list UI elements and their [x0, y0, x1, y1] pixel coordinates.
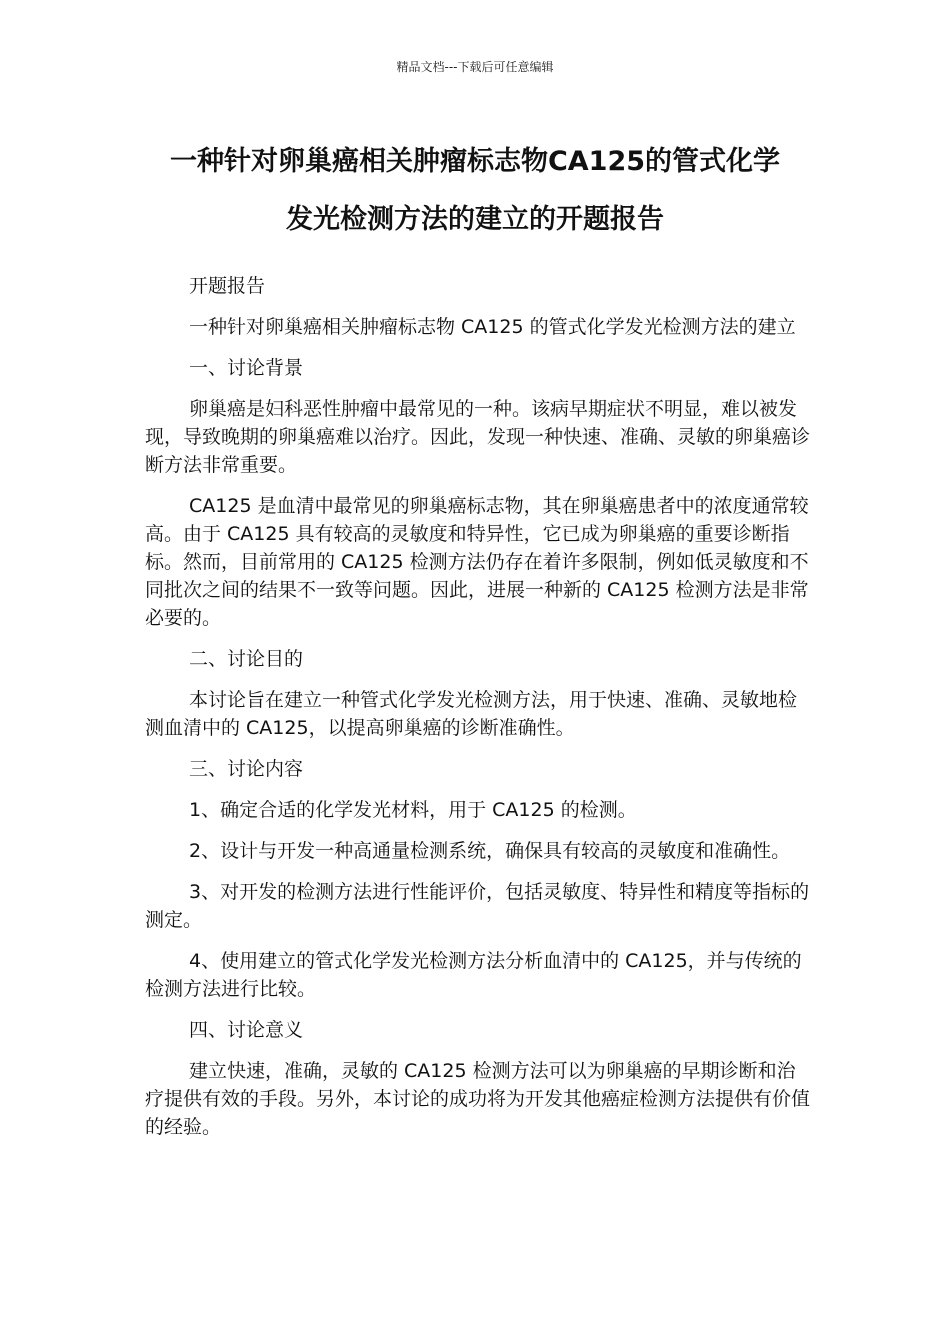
section-heading-content: 三、讨论内容 — [189, 758, 304, 780]
document-title-line-1: 一种针对卵巢癌相关肿瘤标志物CA125的管式化学 — [169, 146, 781, 177]
paragraph: 建立快速，准确，灵敏的 CA125 检测方法可以为卵巢癌的早期诊断和治疗提供有效的手段。另外，本讨论的成功将为开发其他癌症检测方法提供有价值的经验。 — [145, 1060, 811, 1138]
report-subject: 一种针对卵巢癌相关肿瘤标志物 CA125 的管式化学发光检测方法的建立 — [189, 316, 796, 338]
document-body — [145, 272, 810, 1154]
header-note: 精品文档---下载后可任意编辑 — [396, 60, 554, 74]
paragraph: 卵巢癌是妇科恶性肿瘤中最常见的一种。该病早期症状不明显，难以被发现，导致晚期的卵巢癌难以治疗。因此，发现一种快速、准确、灵敏的卵巢癌诊断方法非常重要。 — [145, 398, 811, 476]
document-title-line-2: 发光检测方法的建立的开题报告 — [286, 204, 664, 235]
section-heading-background: 一、讨论背景 — [189, 357, 304, 379]
paragraph: 本讨论旨在建立一种管式化学发光检测方法，用于快速、准确、灵敏地检测血清中的 CA125，以提高卵巢癌的诊断准确性。 — [145, 689, 798, 739]
section-label: 开题报告 — [189, 275, 266, 297]
document-title — [120, 133, 830, 249]
section-heading-significance: 四、讨论意义 — [189, 1019, 304, 1041]
paragraph: CA125 是血清中最常见的卵巢癌标志物，其在卵巢癌患者中的浓度通常较高。由于 CA125 具有较高的灵敏度和特异性，它已成为卵巢癌的重要诊断指标。然而，目前常用的 CA125 检测方法仍存在着许多限制，例如低灵敏度和不同批次之间的结果不一致等问题。因此，进展一种新的 CA125 检测方法是非常必要的。 — [145, 495, 809, 629]
list-item: 2、设计与开发一种高通量检测系统，确保具有较高的灵敏度和准确性。 — [189, 840, 791, 862]
section-heading-purpose: 二、讨论目的 — [189, 648, 304, 670]
list-item: 4、使用建立的管式化学发光检测方法分析血清中的 CA125，并与传统的检测方法进行比较。 — [145, 950, 802, 1000]
list-item: 1、确定合适的化学发光材料，用于 CA125 的检测。 — [189, 799, 637, 821]
list-item: 3、对开发的检测方法进行性能评价，包括灵敏度、特异性和精度等指标的测定。 — [145, 881, 810, 931]
